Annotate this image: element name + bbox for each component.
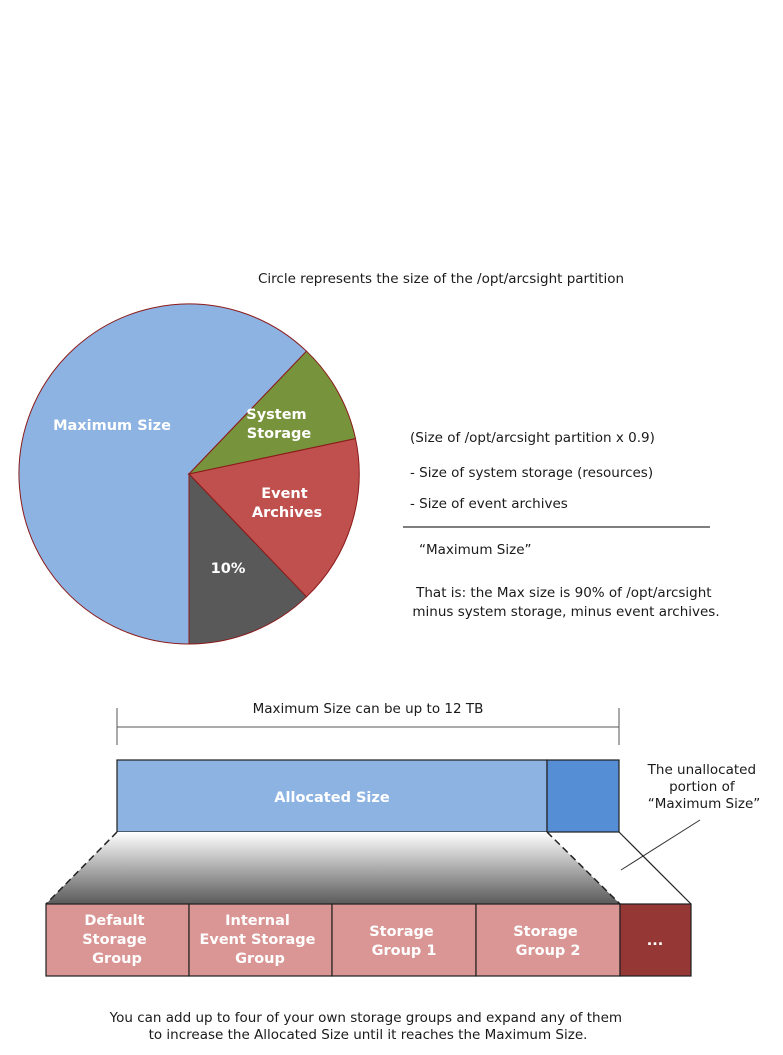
storage-group-1-label: Storage Group 1 xyxy=(369,924,437,959)
storage-group-default-label: Default Storage Group xyxy=(82,913,147,967)
range-label: Maximum Size can be up to 12 TB xyxy=(252,701,484,717)
unallocated-size-bar xyxy=(547,760,619,832)
pie-label-event-archives: Event Archives xyxy=(251,486,323,521)
pie-caption: Circle represents the size of the /opt/arcsight partition xyxy=(257,271,625,287)
formula-line-1: (Size of /opt/arcsight partition x 0.9) xyxy=(410,430,655,446)
storage-group-more-label: ... xyxy=(646,933,664,949)
footer-note: You can add up to four of your own storage groups and expand any of them to increase the Allocated Size until it reaches the Maximum Size. xyxy=(109,1010,623,1043)
formula-explanation: That is: the Max size is 90% of /opt/arcsight minus system storage, minus event archives. xyxy=(412,585,720,620)
pie-label-system-storage: System Storage xyxy=(246,407,312,442)
expansion-trapezoid xyxy=(46,832,620,904)
pie-chart xyxy=(19,304,359,644)
formula-line-2: - Size of system storage (resources) xyxy=(410,465,654,481)
unallocated-note: The unallocated portion of “Maximum Size” xyxy=(647,762,761,812)
formula-line-3: - Size of event archives xyxy=(410,496,568,512)
pie-label-maximum-size: Maximum Size xyxy=(53,418,171,434)
pie-label-10-percent: 10% xyxy=(210,561,246,577)
allocated-size-label: Allocated Size xyxy=(274,790,390,806)
storage-group-2-label: Storage Group 2 xyxy=(513,924,581,959)
storage-box-group-1 xyxy=(332,904,476,976)
unallocated-pointer-line xyxy=(621,820,700,870)
formula-result: “Maximum Size” xyxy=(419,542,532,558)
storage-box-group-2 xyxy=(476,904,620,976)
storage-group-internal-event-label: Internal Event Storage Group xyxy=(199,913,316,967)
unallocated-expansion-edge xyxy=(619,832,691,904)
